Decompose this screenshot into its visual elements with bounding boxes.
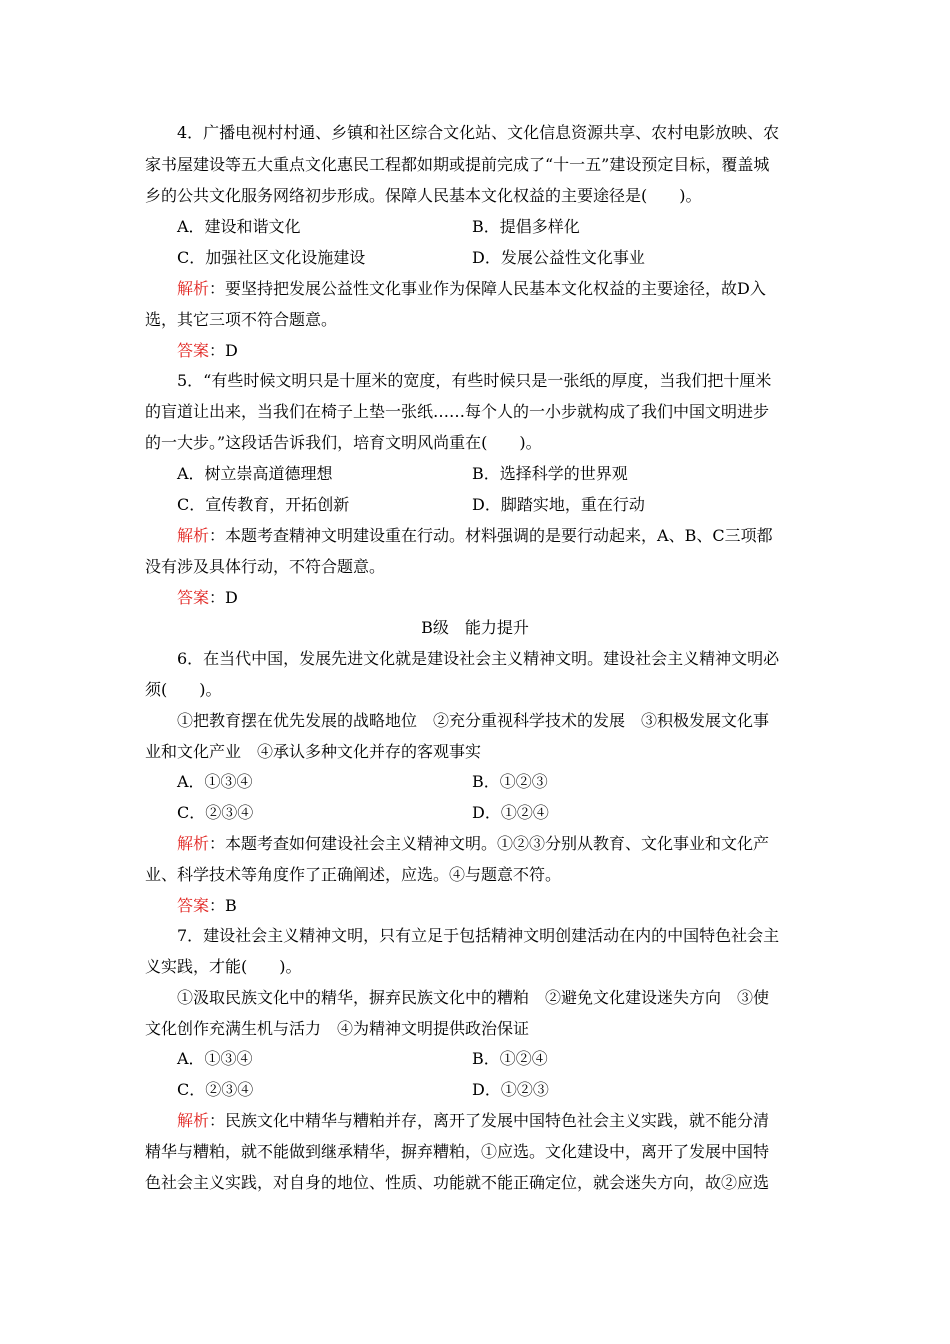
q7-stem-line-2: 义实践，才能( )。: [145, 957, 302, 976]
q6-analysis-line-2: 业、科学技术等角度作了正确阐述，应选。④与题意不符。: [145, 865, 562, 884]
q7-items-line-2: 文化创作充满生机与活力 ④为精神文明提供政治保证: [145, 1019, 530, 1038]
q7-option-c: C．②③④: [177, 1080, 254, 1099]
q4-option-a: A．建设和谐文化: [177, 217, 301, 236]
q7-analysis-line-1: [177, 1111, 769, 1133]
analysis-text: ：要坚持把发展公益性文化事业作为保障人民基本文化权益的主要途径，故D入: [209, 279, 766, 298]
analysis-label: 解析: [177, 834, 210, 853]
q6-items-line-2: 业和文化产业 ④承认多种文化并存的客观事实: [145, 742, 482, 761]
q5-analysis-line-1: [177, 526, 773, 548]
q6-answer: [177, 896, 237, 918]
q6-option-c: C．②③④: [177, 803, 254, 822]
answer-label: 答案: [177, 588, 210, 607]
q6-option-b: B．①②③: [472, 772, 548, 791]
q5-option-b: B．选择科学的世界观: [472, 464, 628, 483]
analysis-text: ：本题考查如何建设社会主义精神文明。①②③分别从教育、文化事业和文化产: [209, 834, 770, 853]
q6-option-a: A．①③④: [177, 772, 253, 791]
q6-stem-line-1: 6．在当代中国，发展先进文化就是建设社会主义精神文明。建设社会主义精神文明必: [177, 649, 780, 668]
q7-analysis-line-3: 色社会主义实践，对自身的地位、性质、功能就不能正确定位，就会迷失方向，故②应选: [145, 1173, 770, 1192]
analysis-label: 解析: [177, 279, 210, 298]
q7-option-b: B．①②④: [472, 1049, 548, 1068]
q4-stem-line-2: 家书屋建设等五大重点文化惠民工程都如期或提前完成了“十一五”建设预定目标，覆盖城: [145, 155, 770, 174]
section-heading: B级 能力提升: [421, 618, 529, 637]
analysis-label: 解析: [177, 1111, 210, 1130]
q6-items-line-1: ①把教育摆在优先发展的战略地位 ②充分重视科学技术的发展 ③积极发展文化事: [177, 711, 770, 730]
analysis-text: ：本题考查精神文明建设重在行动。材料强调的是要行动起来，A、B、C三项都: [209, 526, 773, 545]
q7-option-a: A．①③④: [177, 1049, 253, 1068]
q7-stem-line-1: 7．建设社会主义精神文明，只有立足于包括精神文明创建活动在内的中国特色社会主: [177, 926, 780, 945]
q7-items-line-1: ①汲取民族文化中的精华，摒弃民族文化中的糟粕 ②避免文化建设迷失方向 ③使: [177, 988, 770, 1007]
analysis-label: 解析: [177, 526, 210, 545]
answer-value: ：B: [209, 896, 237, 915]
q4-stem-line-1: 4．广播电视村村通、乡镇和社区综合文化站、文化信息资源共享、农村电影放映、农: [177, 123, 780, 142]
q5-stem-line-2: 的盲道让出来，当我们在椅子上垫一张纸……每个人的一小步就构成了我们中国文明进步: [145, 402, 770, 421]
q4-stem-line-3: 乡的公共文化服务网络初步形成。保障人民基本文化权益的主要途径是( )。: [145, 186, 702, 205]
q4-option-c: C．加强社区文化设施建设: [177, 248, 366, 267]
answer-label: 答案: [177, 896, 210, 915]
q5-answer: [177, 588, 238, 610]
q4-option-d: D．发展公益性文化事业: [472, 248, 645, 267]
q4-option-b: B．提倡多样化: [472, 217, 580, 236]
q5-option-a: A．树立崇高道德理想: [177, 464, 333, 483]
q4-analysis-line-1: [177, 279, 766, 301]
q7-analysis-line-2: 精华与糟粕，就不能做到继承精华，摒弃糟粕，①应选。文化建设中，离开了发展中国特: [145, 1142, 770, 1161]
answer-value: ：D: [209, 341, 238, 360]
q5-analysis-line-2: 没有涉及具体行动，不符合题意。: [145, 557, 386, 576]
q6-stem-line-2: 须( )。: [145, 680, 222, 699]
q6-analysis-line-1: [177, 834, 769, 856]
q5-stem-line-1: 5．“有些时候文明只是十厘米的宽度，有些时候只是一张纸的厚度，当我们把十厘米: [177, 371, 772, 390]
analysis-text: ：民族文化中精华与糟粕并存，离开了发展中国特色社会主义实践，就不能分清: [209, 1111, 770, 1130]
q6-option-d: D．①②④: [472, 803, 549, 822]
q5-option-c: C．宣传教育，开拓创新: [177, 495, 350, 514]
answer-value: ：D: [209, 588, 238, 607]
answer-label: 答案: [177, 341, 210, 360]
q5-stem-line-3: 的一大步。”这段话告诉我们，培育文明风尚重在( )。: [145, 433, 542, 452]
q4-analysis-line-2: 选，其它三项不符合题意。: [145, 310, 338, 329]
q4-answer: [177, 341, 238, 363]
q5-option-d: D．脚踏实地，重在行动: [472, 495, 645, 514]
q7-option-d: D．①②③: [472, 1080, 549, 1099]
